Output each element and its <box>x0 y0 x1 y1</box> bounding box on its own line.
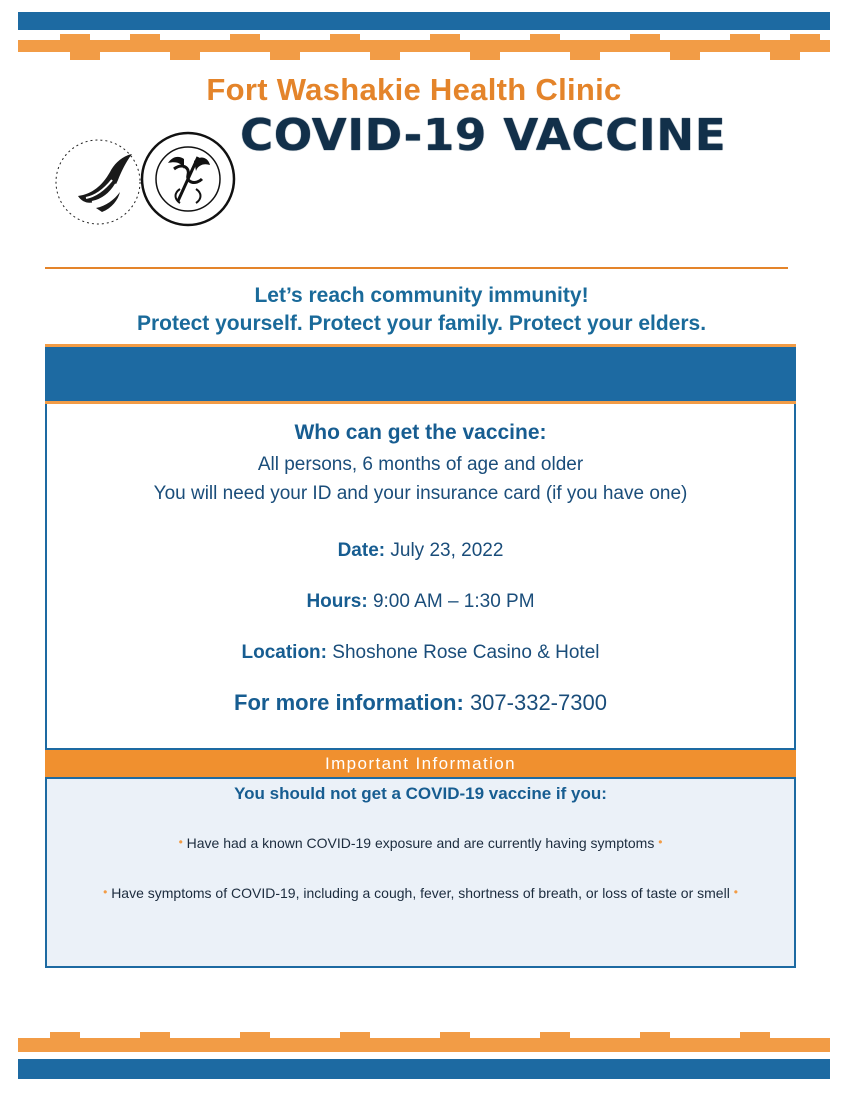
list-item-text: Have had a known COVID-19 exposure and are currently having symptoms <box>186 835 655 851</box>
list-item <box>45 835 796 851</box>
tagline-line-1: Let’s reach community immunity! <box>254 284 589 307</box>
hours-row <box>45 591 796 613</box>
list-item <box>45 885 796 901</box>
ihs-seal-logo <box>138 129 238 229</box>
bullet-icon: • <box>658 835 663 849</box>
hours-label: Hours: <box>306 591 368 612</box>
important-information-bar: Important Information <box>45 748 796 779</box>
date-label: Date: <box>337 540 386 561</box>
page-title: COVID-19 VACCINE <box>240 110 727 161</box>
location-row <box>45 642 796 664</box>
hours-value: 9:00 AM – 1:30 PM <box>372 591 535 612</box>
date-value: July 23, 2022 <box>390 540 504 561</box>
location-label: Location: <box>241 642 327 663</box>
top-decorative-band <box>0 10 843 66</box>
more-info-label: For more information: <box>234 690 464 715</box>
clinic-name: Fort Washakie Health Clinic <box>206 72 622 107</box>
who-line-1: All persons, 6 months of age and older <box>257 454 584 475</box>
more-info-row <box>45 690 796 716</box>
bullet-icon: • <box>733 885 738 899</box>
bottom-decorative-band <box>0 1028 843 1084</box>
blue-banner <box>45 344 796 404</box>
bullet-icon: • <box>178 835 183 849</box>
who-line-2: You will need your ID and your insurance card (if you have one) <box>153 483 688 504</box>
warning-heading: You should not get a COVID-19 vaccine if you: <box>234 784 607 803</box>
location-value: Shoshone Rose Casino & Hotel <box>332 642 600 663</box>
phone-number: 307-332-7300 <box>469 690 607 715</box>
who-heading: Who can get the vaccine: <box>294 421 547 444</box>
list-item-text: Have symptoms of COVID-19, including a cough, fever, shortness of breath, or loss of taste or smell <box>111 885 730 901</box>
contraindications-box <box>45 779 796 968</box>
date-row <box>45 540 796 562</box>
bullet-icon: • <box>103 885 108 899</box>
hhs-seal-logo <box>52 136 144 228</box>
orange-divider <box>45 267 788 269</box>
tagline-line-2: Protect yourself. Protect your family. Protect your elders. <box>136 312 707 335</box>
